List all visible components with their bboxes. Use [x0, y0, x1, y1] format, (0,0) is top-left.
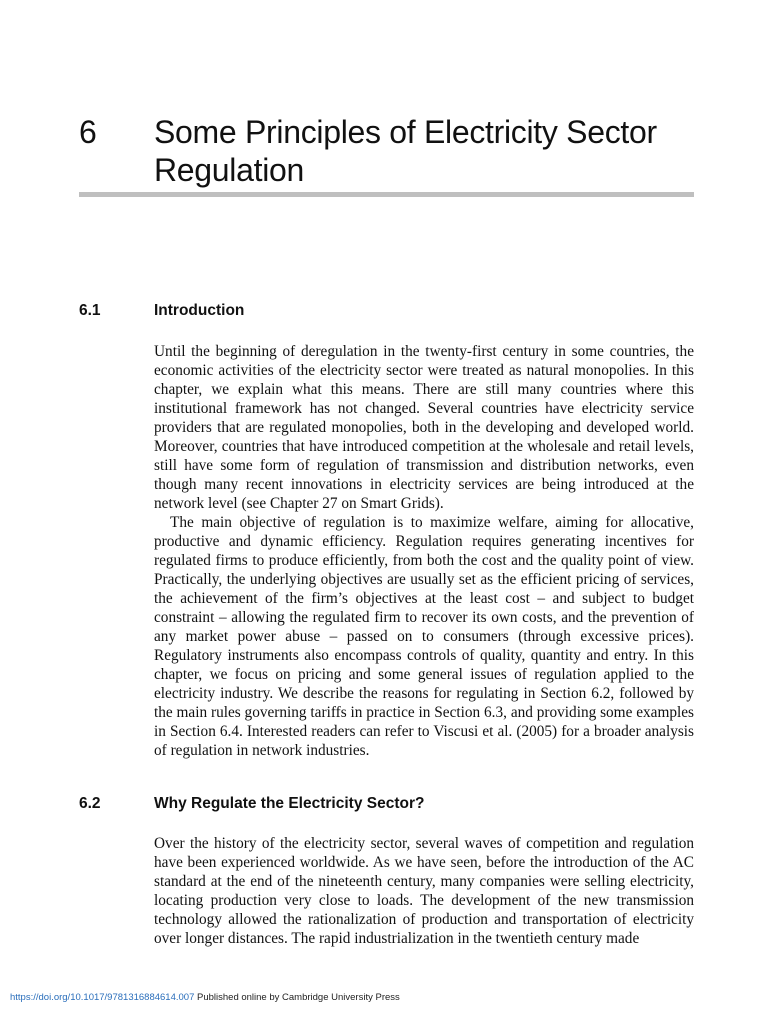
section-number: 6.2	[79, 795, 101, 812]
section-number: 6.1	[79, 302, 101, 319]
section-body-6-2	[154, 834, 694, 948]
doi-link[interactable]: https://doi.org/10.1017/9781316884614.007	[10, 992, 195, 1003]
chapter-title: Some Principles of Electricity Sector Regulation	[154, 114, 657, 188]
footer-publisher-note: Published online by Cambridge University Press	[194, 992, 400, 1003]
section-title: Why Regulate the Electricity Sector?	[154, 795, 425, 812]
section-title: Introduction	[154, 302, 245, 319]
chapter-rule	[79, 192, 694, 197]
paragraph: The main objective of regulation is to maximize welfare, aiming for allocative, productive and dynamic efficiency. Regulation requires generating incentives for regulated firms to produce efficiently, from both the cost and the quality point of view. Practically, the underlying objectives are usually set as the efficient pricing of services, the achievement of the firm’s objectives at the least cost – and subject to budget constraint – allowing the regulated firm to recover its own costs, and the prevention of any market power abuse – passed on to consumers (through excessive prices). Regulatory instruments also encompass controls of quality, quantity and entry. In this chapter, we focus on pricing and some general issues of regulation applied to the electricity industry. We describe the reasons for regulating in Section 6.2, followed by the main rules governing tariffs in practice in Section 6.3, and providing some examples in Section 6.4. Interested readers can refer to Viscusi et al. (2005) for a broader analysis of regulation in network industries.	[154, 514, 694, 759]
paragraph: Over the history of the electricity sector, several waves of competition and regulation have been experienced worldwide. As we have seen, before the introduction of the AC standard at the end of the nineteenth century, many companies were selling electricity, locating production very close to loads. The development of the new transmission technology allowed the rationalization of production and transportation of electricity over longer distances. The rapid industrialization in the twentieth century made	[154, 835, 694, 947]
section-body-6-1	[154, 342, 694, 760]
chapter-number: 6	[79, 114, 97, 150]
paragraph: Until the beginning of deregulation in the twenty-first century in some countries, the economic activities of the electricity sector were treated as natural monopolies. In this chapter, we explain what this means. There are still many countries where this institutional framework has not changed. Several countries have electricity service providers that are regulated monopolies, both in the developing and developed world. Moreover, countries that have introduced competition at the wholesale and retail levels, still have some form of regulation of transmission and distribution networks, even though many recent innovations in electricity services are being introduced at the network level (see Chapter 27 on Smart Grids).	[154, 343, 694, 512]
page-footer	[10, 992, 400, 1004]
